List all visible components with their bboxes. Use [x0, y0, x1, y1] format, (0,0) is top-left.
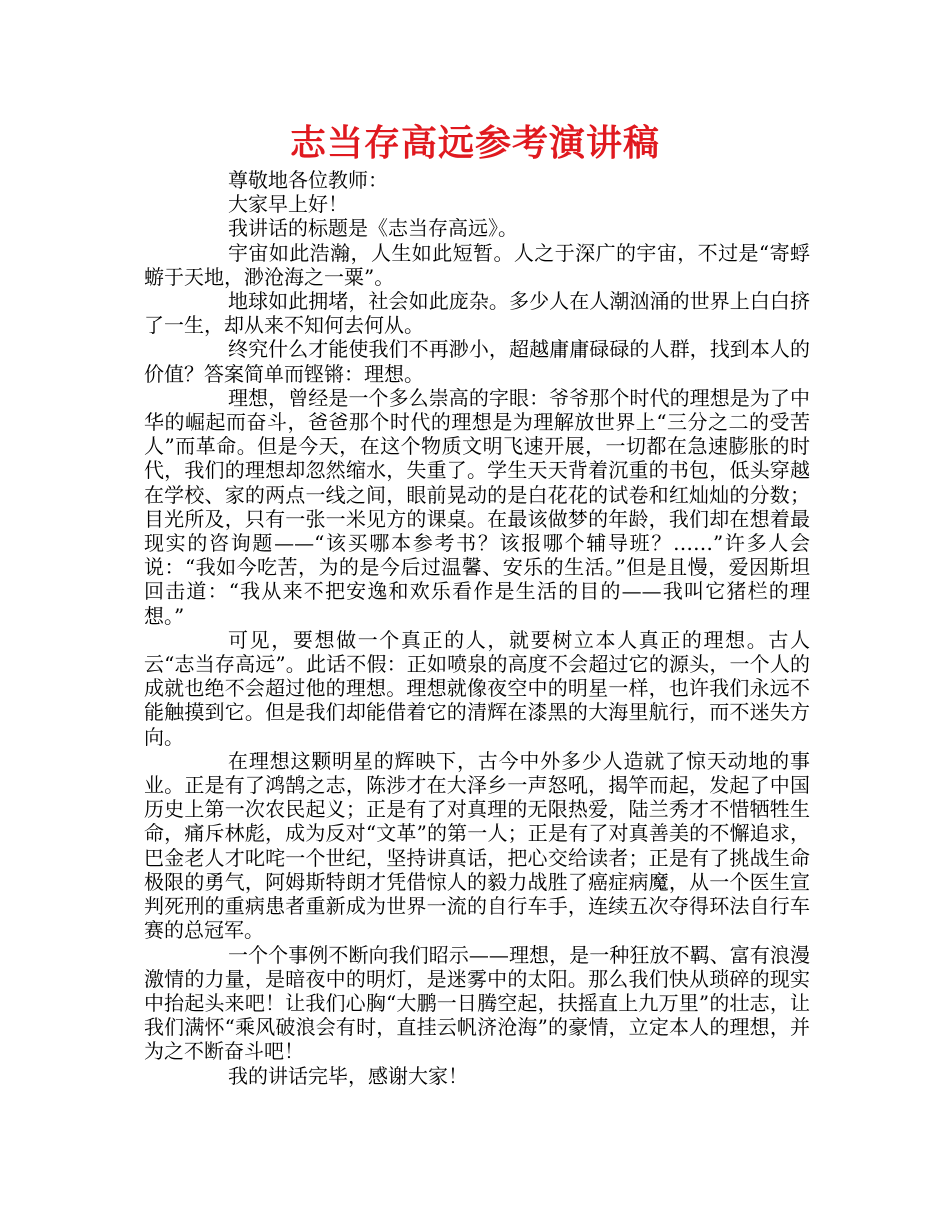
salutation-paragraph: 尊敬地各位教师：: [228, 168, 388, 192]
greeting-paragraph: 大家早上好！: [228, 192, 348, 217]
body-paragraph: 地球如此拥堵，社会如此庞杂。多少人在人潮汹涌的世界上白白挤了一生，却从来不知何去何从。: [144, 289, 810, 338]
closing-paragraph: 我的讲话完毕，感谢大家！: [228, 1063, 468, 1088]
body-paragraph: 宇宙如此浩瀚，人生如此短暂。人之于深广的宇宙，不过是“寄蜉蝣于天地，渺沧海之一粟”。: [144, 240, 810, 289]
body-paragraph: 理想，曾经是一个多么崇高的字眼：爷爷那个时代的理想是为了中华的崛起而奋斗，爸爸那个时代的理想是为理解放世界上“三分之二的受苦人”而革命。但是今天，在这个物质文明飞速开展，一切都在急速膨胀的时代，我们的理想却忽然缩水，失重了。学生天天背着沉重的书包，低头穿越在学校、家的两点一线之间，眼前晃动的是白花花的试卷和红灿灿的分数；目光所及，只有一张一米见方的课桌。在最该做梦的年龄，我们却在想着最现实的咨询题——“该买哪本参考书？该报哪个辅导班？……”许多人会说：“我如今吃苦，为的是今后过温馨、安乐的生活。”但是且慢，爱因斯坦回击道：“我从来不把安逸和欢乐看作是生活的目的——我叫它猪栏的理想。”: [144, 385, 810, 628]
document-title: 志当存高远参考演讲稿: [289, 123, 660, 164]
body-paragraph: 终究什么才能使我们不再渺小，超越庸庸碌碌的人群，找到本人的价值？答案简单而铿锵：理想。: [144, 337, 810, 386]
document-body: [144, 168, 810, 1088]
body-paragraph: 可见，要想做一个真正的人，就要树立本人真正的理想。古人云“志当存高远”。此话不假：正如喷泉的高度不会超过它的源头，一个人的成就也绝不会超过他的理想。理想就像夜空中的明星一样，也许我们永远不能触摸到它。但是我们却能借着它的清辉在漆黑的大海里航行，而不迷失方向。: [144, 627, 810, 749]
body-paragraph: 在理想这颗明星的辉映下，古今中外多少人造就了惊天动地的事业。正是有了鸿鹄之志，陈涉才在大泽乡一声怒吼，揭竿而起，发起了中国历史上第一次农民起义；正是有了对真理的无限热爱，陆兰秀才不惜牺牲生命，痛斥林彪，成为反对“文革”的第一人；正是有了对真善美的不懈追求，巴金老人才叱咤一个世纪，坚持讲真话，把心交给读者；正是有了挑战生命极限的勇气，阿姆斯特朗才凭借惊人的毅力战胜了癌症病魔，从一个医生宣判死刑的重病患者重新成为世界一流的自行车手，连续五次夺得环法自行车赛的总冠军。: [144, 748, 810, 943]
topic-paragraph: 我讲话的标题是《志当存高远》。: [228, 216, 518, 241]
body-paragraph: 一个个事例不断向我们昭示——理想，是一种狂放不羁、富有浪漫激情的力量，是暗夜中的明灯，是迷雾中的太阳。那么我们快从琐碎的现实中抬起头来吧！让我们心胸“大鹏一日腾空起，扶摇直上九万里”的壮志，让我们满怀“乘风破浪会有时，直挂云帆济沧海”的豪情，立定本人的理想，并为之不断奋斗吧！: [144, 942, 810, 1064]
